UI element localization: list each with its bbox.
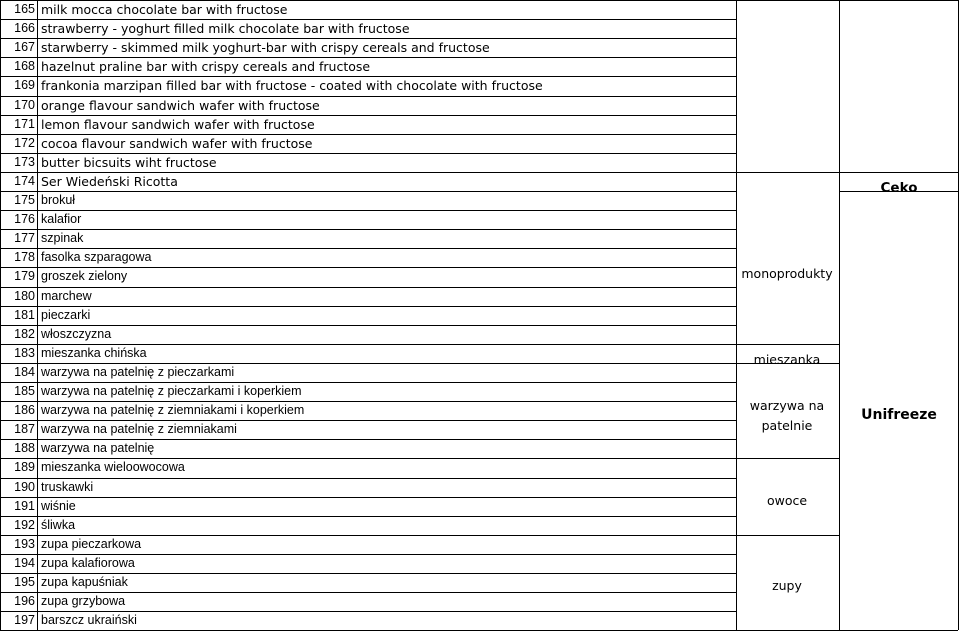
category-mieszanka: mieszanka xyxy=(753,352,821,367)
grid-hline xyxy=(0,497,736,498)
row-number: 167 xyxy=(14,40,35,55)
brand-ceko: Ceko xyxy=(880,180,918,196)
product-name: wiśnie xyxy=(41,498,76,513)
product-name: mieszanka chińska xyxy=(41,345,147,360)
brand-unifreeze: Unifreeze xyxy=(861,407,937,423)
grid-hline xyxy=(0,592,736,593)
product-name: hazelnut praline bar with crispy cereals and fructose xyxy=(41,59,371,75)
grid-hline xyxy=(0,420,736,421)
product-name: kalafior xyxy=(41,212,82,227)
row-number: 173 xyxy=(14,154,35,169)
grid-hline xyxy=(0,287,736,288)
row-number: 196 xyxy=(14,594,35,609)
product-name: truskawki xyxy=(41,479,94,494)
grid-hline xyxy=(736,535,839,536)
product-name: Ser Wiedeński Ricotta xyxy=(41,173,178,189)
grid-hline xyxy=(0,401,736,402)
category-zupy: zupy xyxy=(772,578,802,593)
grid-hline xyxy=(736,458,839,459)
row-number: 181 xyxy=(14,307,35,322)
product-name: warzywa na patelnię z pieczarkami xyxy=(41,364,235,379)
row-number: 188 xyxy=(14,441,35,456)
product-name: zupa kapuśniak xyxy=(41,575,128,589)
product-name: pieczarki xyxy=(41,307,91,322)
grid-hline xyxy=(0,516,736,517)
row-number: 184 xyxy=(14,364,35,379)
product-name: warzywa na patelnię z pieczarkami i koperkiem xyxy=(41,384,302,398)
row-number: 185 xyxy=(14,384,35,398)
row-number: 165 xyxy=(14,2,35,16)
product-name: butter bicsuits wiht fructose xyxy=(41,154,217,170)
product-name: warzywa na patelnię z ziemniakami xyxy=(41,422,237,437)
product-name: zupa grzybowa xyxy=(41,594,126,609)
grid-hline xyxy=(736,630,839,631)
grid-hline xyxy=(0,458,736,459)
product-name: frankonia marzipan filled bar with fructose - coated with chocolate with fructose xyxy=(41,78,543,94)
product-name: zupa pieczarkowa xyxy=(41,536,142,551)
product-name: starwberry - skimmed milk yoghurt-bar with crispy cereals and fructose xyxy=(41,40,490,56)
grid-hline xyxy=(0,76,736,77)
product-name: cocoa flavour sandwich wafer with fructose xyxy=(41,135,313,151)
grid-hline xyxy=(0,554,736,555)
grid-hline xyxy=(0,630,736,631)
grid-hline xyxy=(0,19,736,20)
row-number: 166 xyxy=(14,21,35,36)
product-name: włoszczyzna xyxy=(41,326,112,341)
row-number: 179 xyxy=(14,269,35,284)
grid-hline xyxy=(0,382,736,383)
row-number: 170 xyxy=(14,97,35,112)
grid-hline xyxy=(0,38,736,39)
grid-vline xyxy=(958,0,959,630)
grid-hline xyxy=(0,478,736,479)
grid-hline xyxy=(839,172,958,173)
category-warzywa-na-patelnie-line1: warzywa na xyxy=(749,398,825,413)
row-number: 187 xyxy=(14,422,35,437)
product-name: lemon flavour sandwich wafer with fructose xyxy=(41,116,315,132)
row-number: 191 xyxy=(14,498,35,513)
row-number: 190 xyxy=(14,479,35,494)
grid-hline xyxy=(736,172,839,173)
product-name: zupa kalafiorowa xyxy=(41,555,135,570)
grid-hline xyxy=(0,573,736,574)
product-name: marchew xyxy=(41,288,92,303)
category-warzywa-na-patelnie-line2: patelnie xyxy=(761,418,813,433)
product-name: szpinak xyxy=(41,231,84,246)
product-name: warzywa na patelnię z ziemniakami i koperkiem xyxy=(41,403,305,418)
row-number: 182 xyxy=(14,326,35,341)
row-number: 171 xyxy=(14,116,35,131)
row-number: 180 xyxy=(14,288,35,303)
row-number: 177 xyxy=(14,231,35,246)
grid-hline xyxy=(0,248,736,249)
grid-hline xyxy=(839,630,958,631)
grid-hline xyxy=(0,191,736,192)
row-number: 168 xyxy=(14,59,35,74)
grid-hline xyxy=(0,306,736,307)
grid-hline xyxy=(0,439,736,440)
category-monoprodukty: monoprodukty xyxy=(741,266,833,281)
row-number: 178 xyxy=(14,250,35,265)
grid-hline xyxy=(0,172,736,173)
product-name: fasolka szparagowa xyxy=(41,250,152,265)
grid-hline xyxy=(0,363,736,364)
row-number: 197 xyxy=(14,613,35,628)
grid-hline xyxy=(736,0,958,1)
product-name: mieszanka wieloowocowa xyxy=(41,460,185,475)
row-number: 183 xyxy=(14,345,35,360)
grid-hline xyxy=(0,267,736,268)
row-number: 192 xyxy=(14,517,35,532)
product-name: brokuł xyxy=(41,193,76,207)
category-owoce: owoce xyxy=(766,493,808,508)
row-number: 189 xyxy=(14,460,35,475)
product-name: strawberry - yoghurt filled milk chocolate bar with fructose xyxy=(41,21,410,37)
row-number: 169 xyxy=(14,78,35,93)
product-name: groszek zielony xyxy=(41,269,128,284)
row-number: 172 xyxy=(14,135,35,150)
grid-hline xyxy=(0,0,736,1)
row-number: 186 xyxy=(14,403,35,418)
grid-hline xyxy=(0,210,736,211)
product-name: barszcz ukraiński xyxy=(41,613,137,628)
product-name: śliwka xyxy=(41,517,76,532)
product-name: warzywa na patelnię xyxy=(41,441,155,456)
grid-hline xyxy=(0,229,736,230)
product-name: milk mocca chocolate bar with fructose xyxy=(41,2,288,17)
row-number: 176 xyxy=(14,212,35,227)
row-number: 174 xyxy=(14,173,35,188)
grid-hline xyxy=(0,611,736,612)
grid-hline xyxy=(0,57,736,58)
row-number: 195 xyxy=(14,575,35,589)
row-number: 194 xyxy=(14,555,35,570)
row-number: 175 xyxy=(14,193,35,207)
grid-vline xyxy=(839,0,840,630)
row-number: 193 xyxy=(14,536,35,551)
product-name: orange flavour sandwich wafer with fructose xyxy=(41,97,320,113)
grid-hline xyxy=(736,344,839,345)
